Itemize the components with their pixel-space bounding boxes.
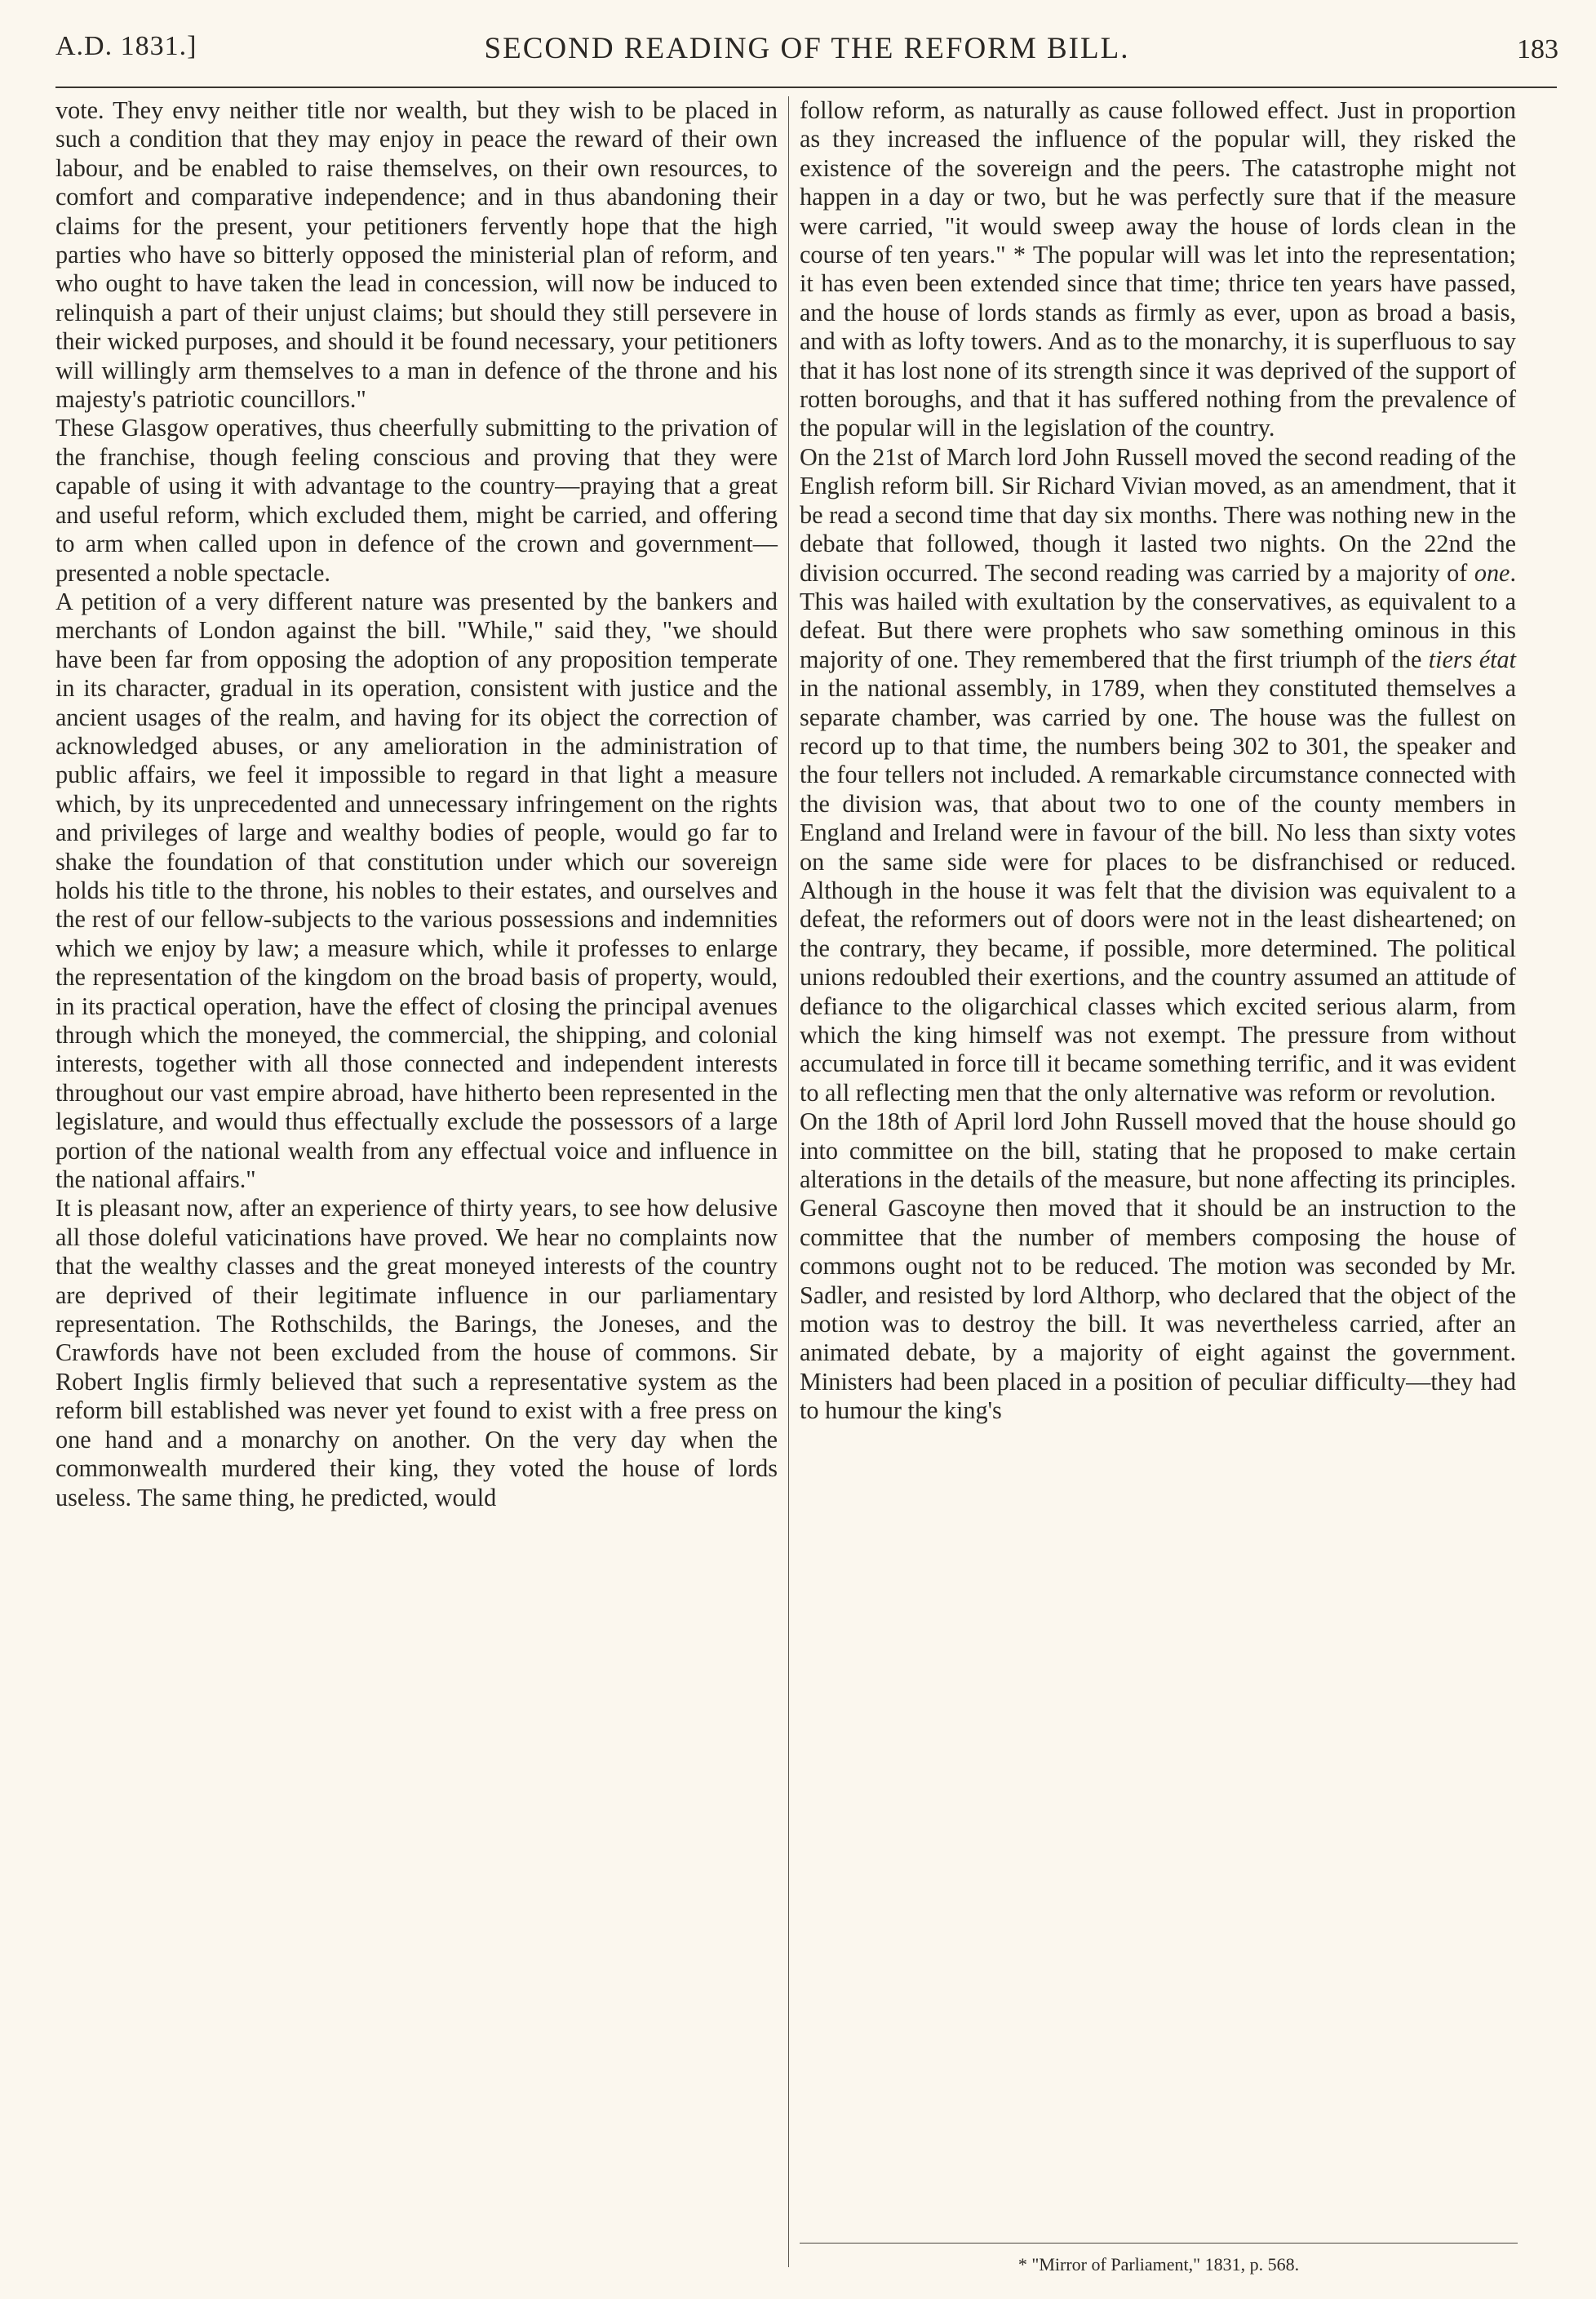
footnote-rule xyxy=(800,2243,1518,2244)
left-paragraph-1: vote. They envy neither title nor wealth, but they wish to be placed in such a condition that they may enjoy in peace the reward of their own labour, and be enabled to raise themselves, on their own resources, to comfort and comparative independence; and in thus abandoning their claims for the present, your petitioners fervently hope that the high parties who have so bitterly opposed the ministerial plan of reform, and who ought to have taken the lead in concession, will now be induced to relinquish a part of their unjust claims; but should they still persevere in their wicked purposes, and should it be found necessary, your petitioners will willingly arm themselves to a man in defence of the throne and his majesty's patriotic councillors." xyxy=(55,96,778,414)
right-paragraph-2-italic-tiers-etat: tiers état xyxy=(1428,645,1517,673)
right-paragraph-2-italic-one: one xyxy=(1474,558,1510,587)
right-paragraph-3: On the 18th of April lord John Russell moved that the house should go into committee on the bill, stating that he proposed to make certain alterations in the details of the measure, but none affecting its principles. General Gascoyne then moved that it should be an instruction to the committee that the number of members composing the house of commons ought not to be reduced. The motion was seconded by Mr. Sadler, and resisted by lord Althorp, who declared that the object of the motion was to destroy the bill. It was nevertheless carried, after an animated debate, by a majority of eight against the government. Ministers had been placed in a position of peculiar difficulty—they had to humour the king's xyxy=(800,1107,1516,1425)
right-paragraph-2-part-c: in the national assembly, in 1789, when they constituted themselves a separate chamber, was carried by one. The house was the fullest on record up to that time, the numbers being 302 to 301, the speaker and the four tellers not included. A remarkable circumstance connected with the division was, that about two to one of the county members in England and Ireland were in favour of the bill. No less than sixty votes on the same side were for places to be disfranchised or reduced. Although in the house it was felt that the division was equivalent to a defeat, the reformers out of doors were not in the least disheartened; on the contrary, they became, if possible, more determined. The political unions redoubled their exertions, and the country assumed an attitude of defiance to the oligarchical classes which excited serious alarm, from which the king himself was not exempt. The pressure from without accumulated in force till it became something terrific, and it was evident to all reflecting men that the only alternative was reform or revolution. xyxy=(800,674,1516,1107)
footnote: * "Mirror of Parliament," 1831, p. 568. xyxy=(1017,2254,1300,2275)
right-paragraph-2-part-b: . This was hailed with exultation by the conservatives, as equivalent to a defeat. But there were prophets who saw something ominous in this majority of one. They remembered that the first triumph of the xyxy=(800,558,1516,673)
left-paragraph-2: These Glasgow operatives, thus cheerfully submitting to the privation of the franchise, though feeling conscious and proving that they were capable of using it with advantage to the country—praying that a great and useful reform, which excluded them, might be carried, and offering to arm when called upon in defence of the crown and government—presented a noble spectacle. xyxy=(55,414,778,587)
page-number: 183 xyxy=(1517,34,1558,64)
header-date: A.D. 1831.] xyxy=(55,31,197,61)
left-paragraph-3: A petition of a very different nature was presented by the bankers and merchants of London against the bill. "While," said they, "we should have been far from opposing the adoption of any proposition temperate in its character, gradual in its operation, consistent with justice and the ancient usages of the realm, and having for its object the correction of acknowledged abuses, or any amelioration in the administration of public affairs, we feel it impossible to regard in that light a measure which, by its unprecedented and unnecessary infringement on the rights and privileges of large and wealthy bodies of people, would go far to shake the foundation of that constitution under which our sovereign holds his title to the throne, his nobles to their estates, and ourselves and the rest of our fellow-subjects to the various possessions and indemnities which we enjoy by law; a measure which, while it professes to enlarge the representation of the kingdom on the broad basis of property, would, in its practical operation, have the effect of closing the principal avenues through which the moneyed, the commercial, the shipping, and colonial interests, together with all those connected and independent interests throughout our vast empire abroad, have hitherto been represented in the legislature, and would thus effectually exclude the possessors of a large portion of the national wealth from any effectual voice and influence in the national affairs." xyxy=(55,587,778,1194)
right-column xyxy=(800,96,1516,1426)
column-divider xyxy=(788,96,789,2267)
header-rule xyxy=(55,87,1557,88)
right-paragraph-2 xyxy=(800,443,1516,1107)
right-paragraph-2-part-a: On the 21st of March lord John Russell moved the second reading of the English reform bill. Sir Richard Vivian moved, as an amendment, that it be read a second time that day six months. There was nothing new in the debate that followed, though it lasted two nights. On the 22nd the division occurred. The second reading was carried by a majority of xyxy=(800,442,1516,587)
page-header xyxy=(55,31,1558,77)
header-title: SECOND READING OF THE REFORM BILL. xyxy=(484,32,1130,65)
left-paragraph-4: It is pleasant now, after an experience of thirty years, to see how delusive all those doleful vaticinations have proved. We hear no complaints now that the wealthy classes and the great moneyed interests of the country are deprived of their legitimate influence in our parliamentary representation. The Rothschilds, the Barings, the Joneses, and the Crawfords have not been excluded from the house of commons. Sir Robert Inglis firmly believed that such a representative system as the reform bill established was never yet found to exist with a free press on one hand and a monarchy on another. On the very day when the commonwealth murdered their king, they voted the house of lords useless. The same thing, he predicted, would xyxy=(55,1194,778,1511)
left-column xyxy=(55,96,778,1512)
right-paragraph-1: follow reform, as naturally as cause followed effect. Just in proportion as they increased the influence of the popular will, they risked the existence of the sovereign and the peers. The catastrophe might not happen in a day or two, but he was perfectly sure that if the measure were carried, "it would sweep away the house of lords clean in the course of ten years." * The popular will was let into the representation; it has even been extended since that time; thrice ten years have passed, and the house of lords stands as firmly as ever, upon as broad a basis, and with as lofty towers. And as to the monarchy, it is superfluous to say that it has lost none of its strength since it was deprived of the support of rotten boroughs, and that it has suffered nothing from the prevalence of the popular will in the legislation of the country. xyxy=(800,96,1516,442)
